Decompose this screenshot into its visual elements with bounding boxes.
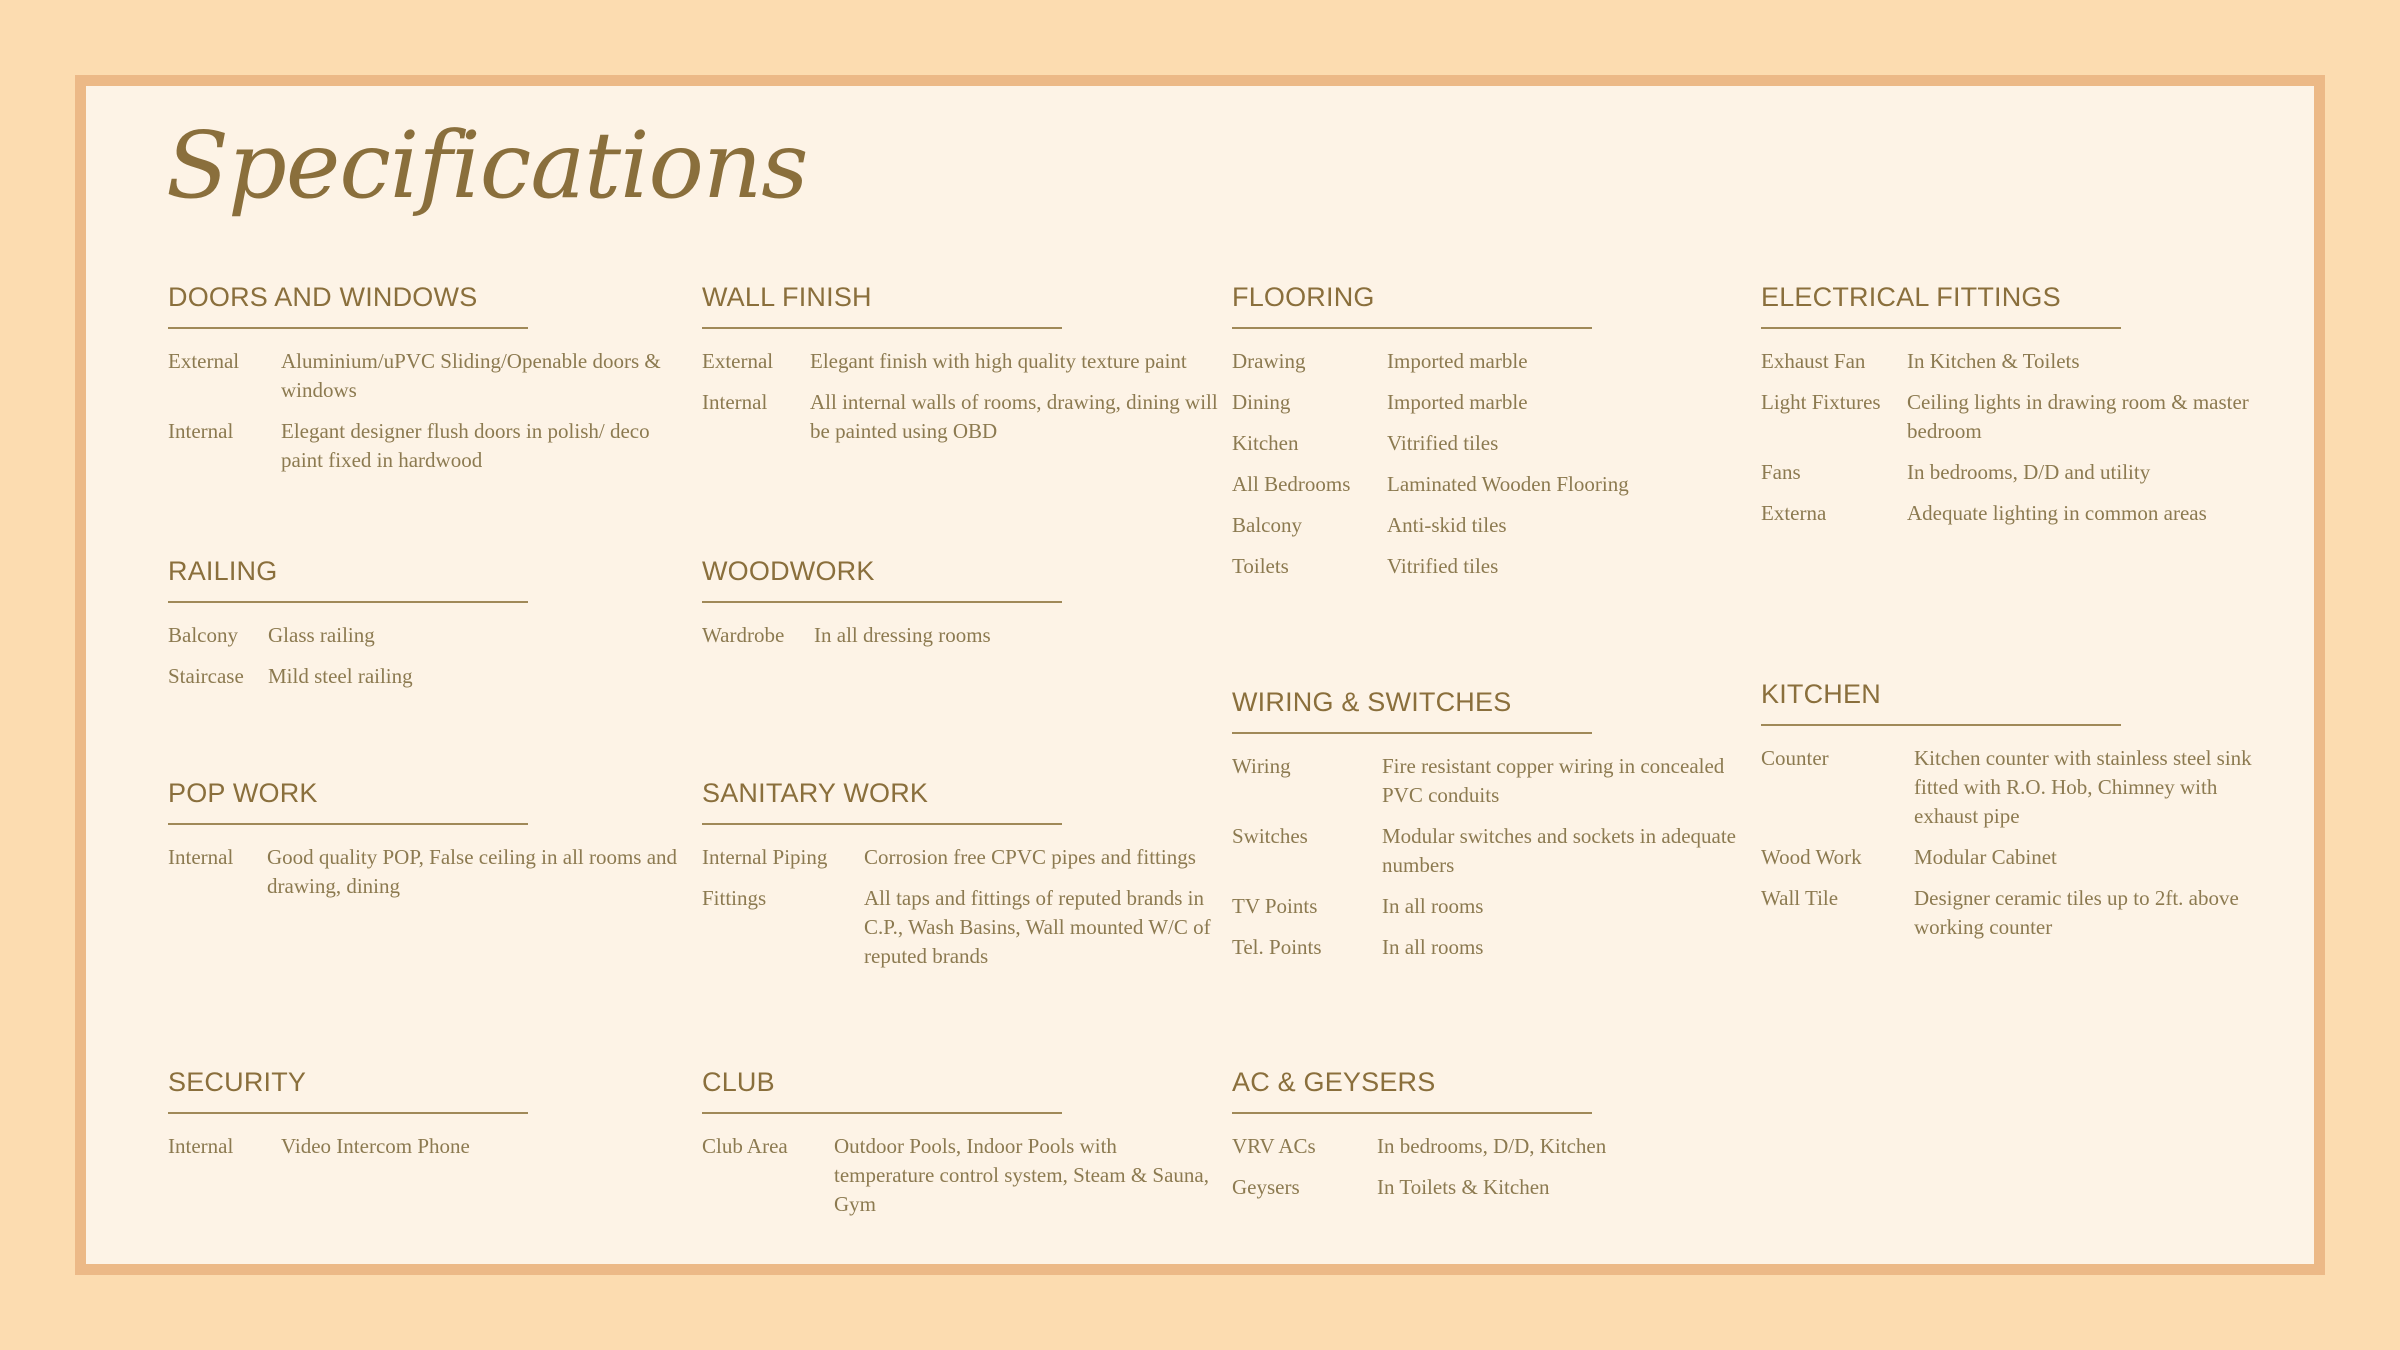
spec-label: Exhaust Fan bbox=[1761, 349, 1866, 373]
spec-label: Drawing bbox=[1232, 349, 1306, 373]
spec-row bbox=[1232, 552, 1752, 581]
section-heading: CLUB bbox=[702, 1067, 1062, 1114]
spec-label: External bbox=[702, 349, 774, 373]
spec-row bbox=[1761, 388, 2281, 446]
spec-value: All internal walls of rooms, drawing, dining will be painted using OBD bbox=[810, 390, 1218, 443]
spec-value: Glass railing bbox=[268, 623, 375, 647]
spec-value: Video Intercom Phone bbox=[281, 1134, 470, 1158]
section-wall-finish bbox=[702, 282, 1222, 458]
spec-label: Toilets bbox=[1232, 554, 1289, 578]
spec-value: Aluminium/uPVC Sliding/Openable doors & windows bbox=[281, 349, 661, 402]
spec-label: Internal Piping bbox=[702, 845, 828, 869]
spec-row bbox=[1232, 933, 1752, 962]
spec-row bbox=[1232, 388, 1752, 417]
spec-label: Dining bbox=[1232, 390, 1291, 414]
section-heading: AC & GEYSERS bbox=[1232, 1067, 1592, 1114]
spec-row bbox=[168, 1132, 688, 1161]
spec-row bbox=[168, 621, 688, 650]
spec-value: Modular Cabinet bbox=[1914, 845, 2057, 869]
section-woodwork bbox=[702, 556, 1222, 662]
spec-value: Corrosion free CPVC pipes and fittings bbox=[864, 845, 1196, 869]
section-sanitary-work bbox=[702, 778, 1222, 983]
spec-value: In all rooms bbox=[1382, 935, 1484, 959]
spec-label: Externa bbox=[1761, 501, 1827, 525]
spec-row bbox=[1232, 347, 1752, 376]
section-heading: WALL FINISH bbox=[702, 282, 1062, 329]
section-heading: DOORS AND WINDOWS bbox=[168, 282, 528, 329]
spec-rows bbox=[702, 843, 1222, 971]
spec-row bbox=[168, 347, 688, 405]
spec-label: Fans bbox=[1761, 460, 1801, 484]
section-railing bbox=[168, 556, 688, 703]
spec-value: Imported marble bbox=[1387, 390, 1528, 414]
spec-row bbox=[168, 843, 688, 901]
spec-label: Tel. Points bbox=[1232, 935, 1322, 959]
spec-value: Kitchen counter with stainless steel sink fitted with R.O. Hob, Chimney with exhaust pipe bbox=[1914, 746, 2252, 828]
spec-row bbox=[702, 884, 1222, 971]
spec-label: VRV ACs bbox=[1232, 1134, 1316, 1158]
spec-row bbox=[702, 1132, 1222, 1219]
spec-label: Wall Tile bbox=[1761, 886, 1839, 910]
spec-label: Club Area bbox=[702, 1134, 788, 1158]
section-ac-geysers bbox=[1232, 1067, 1752, 1214]
spec-rows bbox=[168, 347, 688, 475]
spec-row bbox=[702, 347, 1222, 376]
spec-rows bbox=[1232, 1132, 1752, 1202]
spec-rows bbox=[702, 621, 1222, 650]
spec-label: Kitchen bbox=[1232, 431, 1299, 455]
spec-rows bbox=[702, 1132, 1222, 1219]
spec-rows bbox=[168, 843, 688, 901]
spec-row bbox=[1232, 822, 1752, 880]
section-heading: FLOORING bbox=[1232, 282, 1592, 329]
section-heading: KITCHEN bbox=[1761, 679, 2121, 726]
spec-value: In all dressing rooms bbox=[814, 623, 991, 647]
spec-label: External bbox=[168, 349, 240, 373]
spec-row bbox=[1761, 884, 2281, 942]
spec-value: In Kitchen & Toilets bbox=[1907, 349, 2080, 373]
spec-label: Internal bbox=[168, 1134, 234, 1158]
spec-row bbox=[1232, 1173, 1752, 1202]
spec-row bbox=[702, 388, 1222, 446]
spec-rows bbox=[1761, 744, 2281, 942]
spec-row bbox=[1232, 752, 1752, 810]
section-pop-work bbox=[168, 778, 688, 913]
spec-label: Geysers bbox=[1232, 1175, 1300, 1199]
page-title: Specifications bbox=[166, 112, 808, 219]
spec-rows bbox=[1761, 347, 2281, 528]
spec-value: Ceiling lights in drawing room & master bedroom bbox=[1907, 390, 2249, 443]
spec-label: Internal bbox=[168, 419, 234, 443]
spec-value: In bedrooms, D/D, Kitchen bbox=[1377, 1134, 1607, 1158]
section-security bbox=[168, 1067, 688, 1173]
spec-row bbox=[1761, 347, 2281, 376]
spec-value: Imported marble bbox=[1387, 349, 1528, 373]
spec-label: Wood Work bbox=[1761, 845, 1862, 869]
spec-value: In Toilets & Kitchen bbox=[1377, 1175, 1550, 1199]
spec-row bbox=[1232, 1132, 1752, 1161]
spec-value: Designer ceramic tiles up to 2ft. above working counter bbox=[1914, 886, 2239, 939]
section-heading: POP WORK bbox=[168, 778, 528, 825]
spec-row bbox=[1761, 843, 2281, 872]
section-heading: WIRING & SWITCHES bbox=[1232, 687, 1592, 734]
spec-rows bbox=[168, 1132, 688, 1161]
spec-label: Fittings bbox=[702, 886, 767, 910]
spec-row bbox=[1761, 744, 2281, 831]
section-heading: RAILING bbox=[168, 556, 528, 603]
spec-value: Elegant finish with high quality texture paint bbox=[810, 349, 1187, 373]
spec-value: In all rooms bbox=[1382, 894, 1484, 918]
spec-row bbox=[1232, 511, 1752, 540]
spec-label: Internal bbox=[702, 390, 768, 414]
spec-row bbox=[168, 662, 688, 691]
spec-row bbox=[168, 417, 688, 475]
section-heading: ELECTRICAL FITTINGS bbox=[1761, 282, 2121, 329]
spec-row bbox=[1761, 458, 2281, 487]
spec-label: TV Points bbox=[1232, 894, 1318, 918]
spec-value: Outdoor Pools, Indoor Pools with temperature control system, Steam & Sauna, Gym bbox=[834, 1134, 1209, 1216]
spec-value: Fire resistant copper wiring in concealed PVC conduits bbox=[1382, 754, 1725, 807]
spec-rows bbox=[1232, 752, 1752, 962]
spec-value: Adequate lighting in common areas bbox=[1907, 501, 2207, 525]
spec-value: Vitrified tiles bbox=[1387, 554, 1499, 578]
spec-label: Balcony bbox=[1232, 513, 1302, 537]
section-heading: WOODWORK bbox=[702, 556, 1062, 603]
spec-value: In bedrooms, D/D and utility bbox=[1907, 460, 2151, 484]
spec-row bbox=[702, 621, 1222, 650]
spec-row bbox=[1232, 429, 1752, 458]
spec-label: Light Fixtures bbox=[1761, 390, 1881, 414]
spec-value: Modular switches and sockets in adequate numbers bbox=[1382, 824, 1736, 877]
spec-row bbox=[702, 843, 1222, 872]
section-wiring-switches bbox=[1232, 687, 1752, 974]
spec-label: Wiring bbox=[1232, 754, 1291, 778]
spec-row bbox=[1232, 470, 1752, 499]
spec-label: Wardrobe bbox=[702, 623, 785, 647]
spec-value: Elegant designer flush doors in polish/ deco paint fixed in hardwood bbox=[281, 419, 650, 472]
spec-value: Mild steel railing bbox=[268, 664, 413, 688]
spec-value: Anti-skid tiles bbox=[1387, 513, 1507, 537]
spec-value: Laminated Wooden Flooring bbox=[1387, 472, 1629, 496]
spec-value: All taps and fittings of reputed brands in C.P., Wash Basins, Wall mounted W/C of reputed brands bbox=[864, 886, 1211, 968]
spec-row bbox=[1761, 499, 2281, 528]
section-heading: SECURITY bbox=[168, 1067, 528, 1114]
spec-rows bbox=[168, 621, 688, 691]
spec-label: Internal bbox=[168, 845, 234, 869]
section-heading: SANITARY WORK bbox=[702, 778, 1062, 825]
section-electrical-fittings bbox=[1761, 282, 2281, 540]
spec-label: Staircase bbox=[168, 664, 244, 688]
spec-label: All Bedrooms bbox=[1232, 472, 1351, 496]
section-flooring bbox=[1232, 282, 1752, 593]
spec-rows bbox=[702, 347, 1222, 446]
spec-label: Counter bbox=[1761, 746, 1829, 770]
spec-row bbox=[1232, 892, 1752, 921]
section-kitchen bbox=[1761, 679, 2281, 954]
section-club bbox=[702, 1067, 1222, 1231]
section-doors-windows bbox=[168, 282, 688, 487]
spec-rows bbox=[1232, 347, 1752, 581]
spec-value: Good quality POP, False ceiling in all rooms and drawing, dining bbox=[267, 845, 678, 898]
spec-label: Switches bbox=[1232, 824, 1308, 848]
spec-value: Vitrified tiles bbox=[1387, 431, 1499, 455]
spec-label: Balcony bbox=[168, 623, 238, 647]
